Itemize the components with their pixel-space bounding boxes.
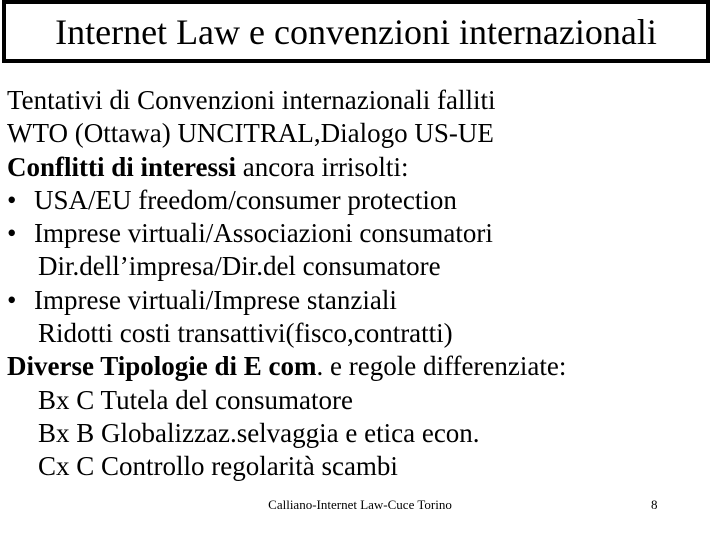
- body-line-2-text: WTO (Ottawa) UNCITRAL,Dialogo US-UE: [7, 118, 494, 149]
- bullet-item-text: Imprese virtuali/Associazioni consumatori: [34, 218, 493, 249]
- body-line-3-text: ancora irrisolti:: [236, 151, 409, 182]
- sub-line-cxc: [7, 450, 713, 483]
- body-line-2: [7, 117, 713, 150]
- body-line-tipologie: [7, 350, 713, 383]
- title-box: [2, 0, 710, 63]
- sub-line-dir: [7, 250, 713, 283]
- sub-line-text: Bx C Tutela del consumatore: [38, 384, 353, 415]
- bullet-item-associazioni: [7, 217, 713, 250]
- slide-footer: Calliano-Internet Law-Cuce Torino: [268, 497, 452, 512]
- bullet-icon: •: [7, 184, 17, 215]
- body-line-tipologie-text: . e regole differenziate:: [316, 351, 567, 382]
- bullet-item-usa-eu: [7, 184, 713, 217]
- body-line-1-text: Tentativi di Convenzioni internazionali falliti: [7, 85, 496, 115]
- body-line-1: [7, 84, 713, 117]
- bullet-icon: •: [7, 284, 17, 315]
- sub-line-text: Ridotti costi transattivi(fisco,contratti): [38, 318, 453, 349]
- sub-line-text: Dir.dell’impresa/Dir.del consumatore: [38, 251, 441, 282]
- sub-line-bxb: [7, 417, 713, 450]
- bullet-item-text: Imprese virtuali/Imprese stanziali: [34, 284, 397, 315]
- sub-line-text: Cx C Controllo regolarità scambi: [38, 451, 398, 482]
- body-line-3-bold: Conflitti di interessi: [7, 151, 236, 182]
- sub-line-costi: [7, 317, 713, 350]
- body-line-3: [7, 151, 713, 184]
- sub-line-bxc: [7, 384, 713, 417]
- bullet-icon: •: [7, 218, 17, 249]
- sub-line-text: Bx B Globalizzaz.selvaggia e etica econ.: [38, 417, 480, 448]
- slide-title: Internet Law e convenzioni internazionali: [55, 11, 657, 52]
- page-number: 8: [651, 497, 658, 512]
- bullet-item-text: USA/EU freedom/consumer protection: [34, 184, 457, 215]
- bullet-item-stanziali: [7, 284, 713, 317]
- body-line-tipologie-bold: Diverse Tipologie di E com: [7, 351, 317, 382]
- slide-body: [7, 84, 713, 484]
